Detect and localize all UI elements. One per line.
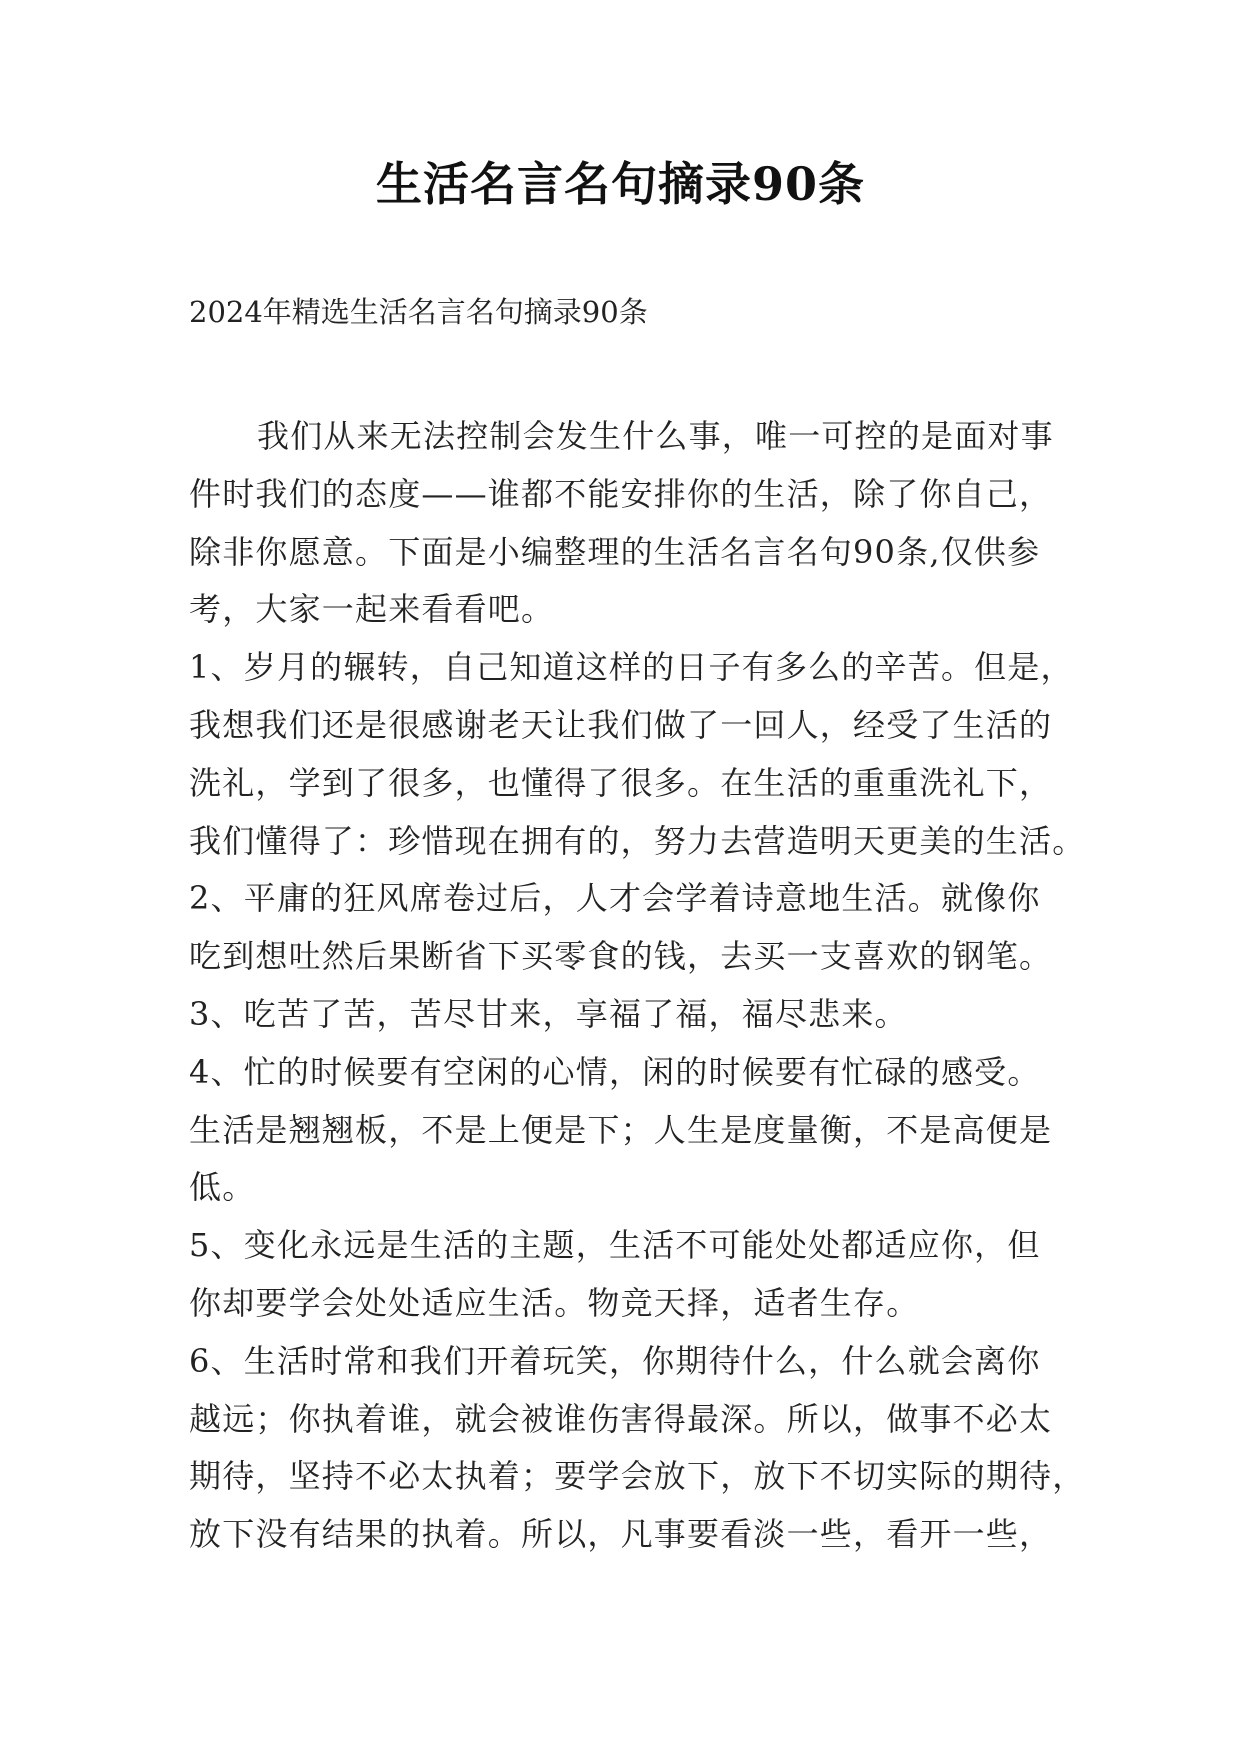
body-line: 洗礼，学到了很多，也懂得了很多。在生活的重重洗礼下，: [189, 763, 1053, 802]
body-line: 越远；你执着谁，就会被谁伤害得最深。所以，做事不必太: [189, 1399, 1053, 1438]
body-line: 1、岁月的辗转，自己知道这样的日子有多么的辛苦。但是，: [189, 648, 1074, 687]
body-line: 我们从来无法控制会发生什么事，唯一可控的是面对事: [257, 417, 1054, 455]
body-line: 低。: [189, 1168, 256, 1207]
body-line: 吃到想吐然后果断省下买零食的钱，去买一支喜欢的钢笔。: [189, 937, 1053, 976]
body-line: 考，大家一起来看看吧。: [189, 590, 555, 629]
body-line: 除非你愿意。下面是小编整理的生活名言名句90条,仅供参: [189, 532, 1041, 571]
body-line: 放下没有结果的执着。所以，凡事要看淡一些，看开一些，: [189, 1515, 1053, 1554]
body-line: 4、忙的时候要有空闲的心情，闲的时候要有忙碌的感受。: [189, 1052, 1041, 1091]
body-line: 5、变化永远是生活的主题，生活不可能处处都适应你，但: [189, 1226, 1041, 1265]
document-title: 生活名言名句摘录90条: [375, 157, 865, 211]
body-line: 期待，坚持不必太执着；要学会放下，放下不切实际的期待，: [189, 1457, 1086, 1496]
body-line: 你却要学会处处适应生活。物竞天择，适者生存。: [189, 1283, 920, 1322]
body-line: 生活是翘翘板，不是上便是下；人生是度量衡，不是高便是: [189, 1110, 1053, 1149]
body-line: 2、平庸的狂风席卷过后，人才会学着诗意地生活。就像你: [189, 879, 1041, 918]
body-line: 我想我们还是很感谢老天让我们做了一回人，经受了生活的: [189, 705, 1053, 744]
body-line: 我们懂得了：珍惜现在拥有的，努力去营造明天更美的生活。: [189, 821, 1086, 860]
body-line: 件时我们的态度——谁都不能安排你的生活，除了你自己，: [189, 474, 1053, 513]
document-body: [189, 408, 1086, 1564]
body-line: 6、生活时常和我们开着玩笑，你期待什么，什么就会离你: [189, 1341, 1041, 1380]
document-subtitle: 2024年精选生活名言名句摘录90条: [189, 295, 648, 329]
body-line: 3、吃苦了苦，苦尽甘来，享福了福，福尽悲来。: [189, 994, 908, 1033]
